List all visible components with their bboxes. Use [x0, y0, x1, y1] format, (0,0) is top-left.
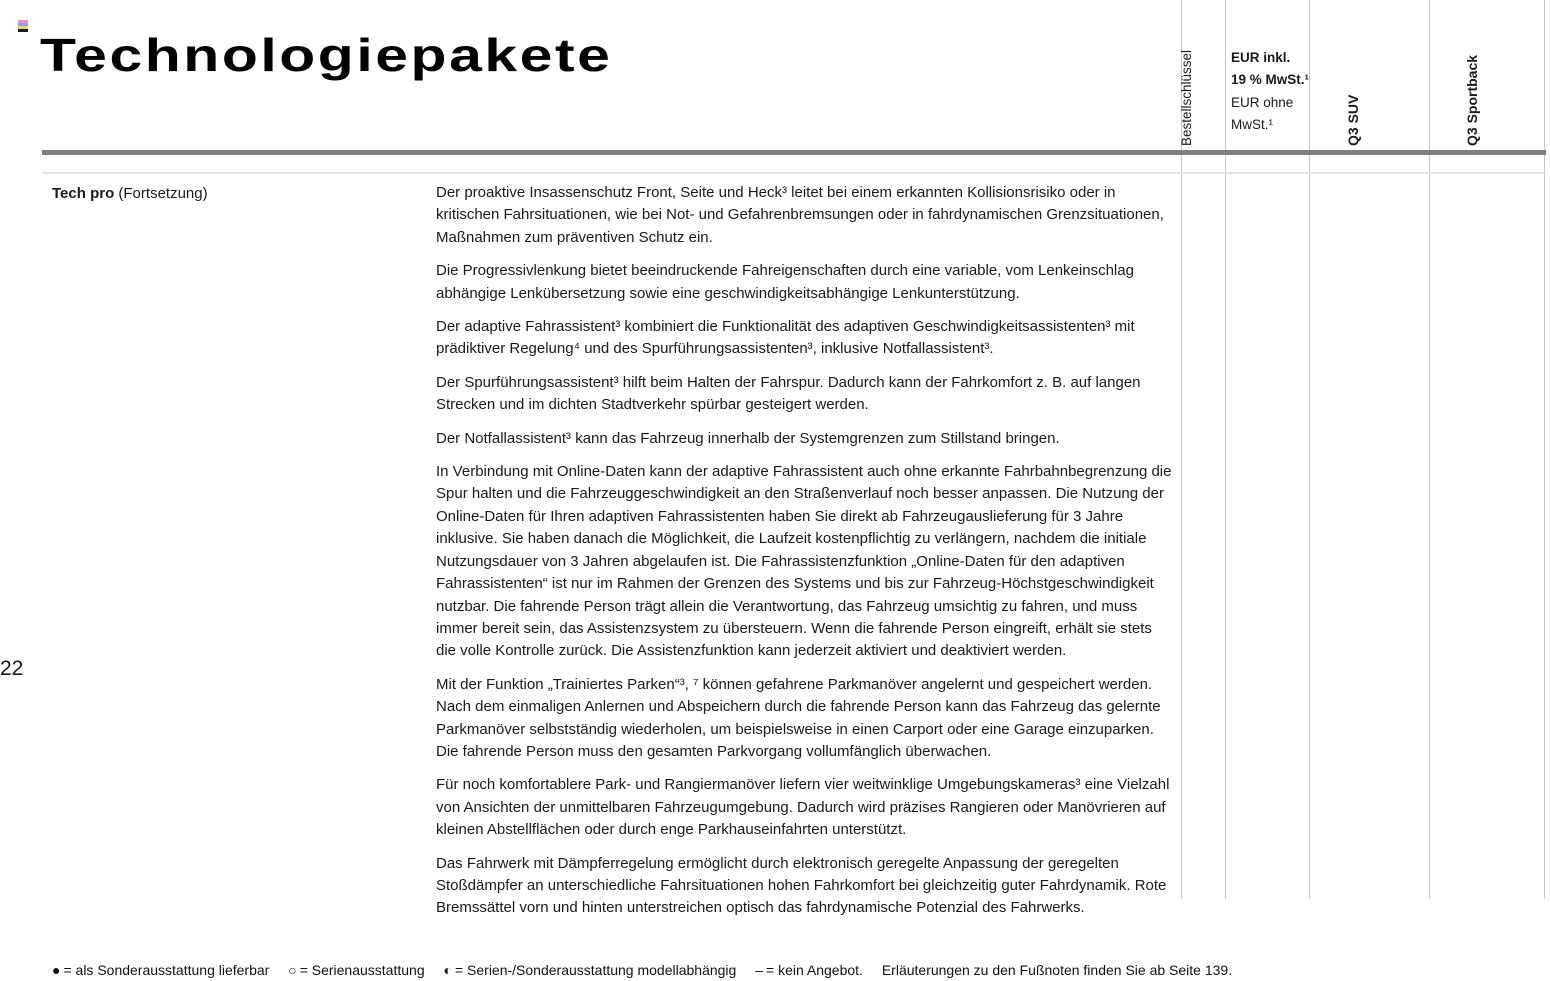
row-label-name: Tech pro: [52, 185, 115, 202]
column-header-q3-suv: Q3 SUV: [1345, 94, 1361, 146]
description-paragraph: Der Spurführungsassistent³ hilft beim Halten der Fahrspur. Dadurch kann der Fahrkomfort z. B. auf langen Strecken und im dichten Stadtverkehr spürbar gesteigert werden.: [436, 373, 1141, 414]
description-paragraph: Der proaktive Insassenschutz Front, Seite und Heck³ leitet bei einem erkannten Kollisionsrisiko oder in kritischen Fahrsituationen, wie bei Not- und Gefahrenbremsungen oder in fahrdynamischen Grenzsituationen, Maßnahmen zum präventiven Schutz ein.: [436, 184, 1164, 246]
description-paragraph: Das Fahrwerk mit Dämpferregelung ermöglicht durch elektronisch geregelte Anpassung der geregelten Stoßdämpfer an unterschiedliche Fahrsituationen hohen Fahrkomfort bei gleichzeitig guter Fahrdynamik. Rote Bremssättel vorn und hinten unterstreichen optisch das fahrdynamische Potenzial des Fahrwerks.: [436, 854, 1167, 917]
legend-label: = kein Angebot.: [766, 962, 863, 978]
legend-item-modellabhaengig: [444, 962, 737, 978]
description-paragraph: Für noch komfortablere Park- und Rangiermanöver liefern vier weitwinklige Umgebungskameras³ eine Vielzahl von Ansichten der unmittelbaren Fahrzeugumgebung. Dadurch wird präzises Rangieren oder Manövrieren auf kleinen Abstellflächen oder durch enge Parkhauseinfahrten unterstützt.: [436, 776, 1170, 839]
price-header-line3: EUR ohne: [1231, 94, 1294, 110]
page-number: 22: [0, 657, 24, 680]
filled-circle-icon: ●: [52, 962, 61, 978]
row-description: [436, 182, 1173, 920]
half-circle-icon: ◐: [443, 962, 452, 978]
column-divider: [1544, 0, 1545, 899]
legend-item-sonderausstattung: [52, 962, 269, 978]
dash-icon: –: [755, 962, 764, 978]
legend-label: = Serienausstattung: [299, 962, 425, 978]
description-paragraph: Mit der Funktion „Trainiertes Parken“³, ⁷ können gefahrene Parkmanöver angelernt und gespeichert werden. Nach dem einmaligen Anlernen und Abspeichern durch die fahrende Person kann das Fahrzeug das gelernte Parkmanöver selbstständig wiederholen, um beispielsweise in einen Carport oder eine Garage einzuparken. Die fahrende Person muss den gesamten Parkvorgang vollumfänglich überwachen.: [436, 675, 1161, 760]
legend-item-serienausstattung: [288, 962, 424, 978]
column-divider: [1225, 0, 1226, 899]
column-header-price: [1231, 47, 1311, 137]
row-top-rule: [42, 172, 1546, 174]
price-header-line4: MwSt.¹: [1231, 117, 1273, 133]
page-title: Technologiepakete: [40, 28, 613, 81]
color-stripe-black: [18, 29, 28, 32]
description-paragraph: Der Notfallassistent³ kann das Fahrzeug innerhalb der Systemgrenzen zum Stillstand bringen.: [436, 429, 1060, 447]
open-circle-icon: ○: [288, 962, 297, 978]
footnote-legend: [52, 961, 1232, 980]
price-header-line1: EUR inkl.: [1231, 50, 1291, 65]
column-header-bestellschluessel: Bestellschlüssel: [1179, 49, 1194, 146]
description-paragraph: Der adaptive Fahrassistent³ kombiniert die Funktionalität des adaptiven Geschwindigkeitsassistenten³ mit prädiktiver Regelung⁴ und des Spurführungsassistenten³, inklusive Notfallassistent³.: [436, 318, 1135, 358]
row-label-tech-pro: [52, 183, 208, 205]
price-header-line2: 19 % MwSt.¹: [1231, 72, 1310, 88]
column-header-q3-sportback: Q3 Sportback: [1464, 54, 1480, 146]
row-label-suffix: (Fortsetzung): [114, 185, 208, 202]
description-paragraph: Die Progressivlenkung bietet beeindruckende Fahreigenschaften durch eine variable, vom Lenkeinschlag abhängige Lenkübersetzung sowie eine geschwindigkeitsabhängige Lenkunterstützung.: [436, 262, 1134, 302]
column-divider: [1429, 0, 1430, 899]
footnote-reference-note: Erläuterungen zu den Fußnoten finden Sie ab Seite 139.: [881, 962, 1233, 978]
color-registration-mark-icon: [18, 20, 28, 32]
legend-label: = als Sonderausstattung lieferbar: [63, 962, 270, 978]
legend-label: = Serien-/Sonderausstattung modellabhängig: [454, 962, 737, 978]
legend-item-kein-angebot: [755, 962, 863, 978]
header-separator-rule: [42, 150, 1546, 155]
description-paragraph: In Verbindung mit Online-Daten kann der adaptive Fahrassistent auch ohne erkannte Fahrbahnbegrenzung die Spur halten und die Fahrzeuggeschwindigkeit an den Straßenverlauf noch besser anpassen. Die Nutzung der Online-Daten für Ihren adaptiven Fahrassistenten haben Sie direkt ab Fahrzeugauslieferung für 3 Jahre inklusive. Sie haben danach die Möglichkeit, die Laufzeit kostenpflichtig zu verlängern, nachdem die initiale Nutzungsdauer von 3 Jahren abgelaufen ist. Die Fahrassistenzfunktion „Online-Daten für den adaptiven Fahrassistenten“ ist nur im Rahmen der Grenzen des Systems und bis zur Fahrzeug-Höchstgeschwindigkeit nutzbar. Die fahrende Person trägt allein die Verantwortung, das Fahrzeug umsichtig zu fahren, und muss immer bereit sein, das Assistenzsystem zu übersteuern. Wenn die fahrende Person eingreift, erhält sie stets die volle Kontrolle zurück. Die Assistenzfunktion kann jederzeit aktiviert und deaktiviert werden.: [436, 463, 1172, 660]
